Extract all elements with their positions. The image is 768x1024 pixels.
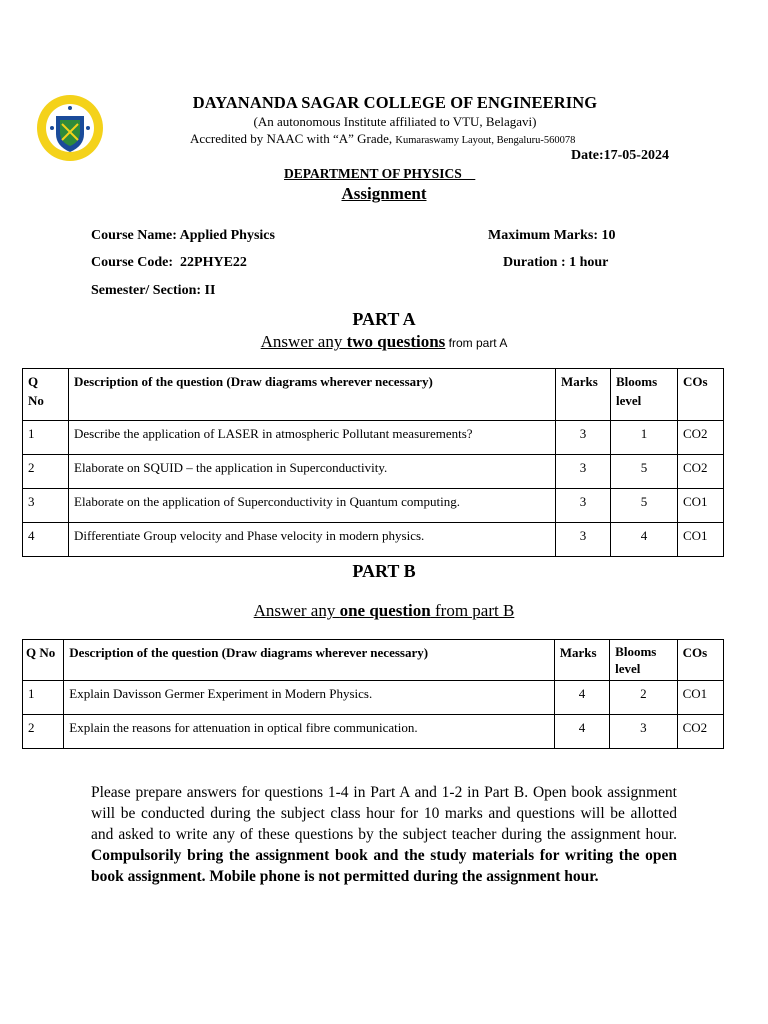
q-description: Describe the application of LASER in atmospheric Pollutant measurements? [69,421,556,455]
q-co: CO1 [678,523,724,557]
accreditation-text: Accredited by NAAC with “A” Grade, [190,131,393,146]
header-cos: COs [677,640,723,681]
q-marks: 4 [554,715,609,749]
q-blooms: 5 [611,489,678,523]
q-blooms: 2 [610,681,677,715]
part-a-instruction-pre: Answer any [260,332,347,351]
q-description: Elaborate on SQUID – the application in Superconductivity. [69,455,556,489]
header-marks: Marks [556,369,611,421]
q-co: CO2 [678,455,724,489]
address-text: Kumaraswamy Layout, Bengaluru-560078 [395,135,576,146]
part-b-table [22,639,724,749]
header-qno: Q No [23,640,64,681]
header-cos: COs [678,369,724,421]
q-co: CO2 [678,421,724,455]
header-marks: Marks [554,640,609,681]
note-plain: Please prepare answers for questions 1-4 in Part A and 1-2 in Part B. Open book assignment will be conducted during the subject class hour for 10 marks and questions will be allotted and asked to write any of these questions by the subject teacher during the assignment hour. [91,784,677,843]
table-row [23,681,724,715]
department-title: DEPARTMENT OF PHYSICS [284,166,476,181]
part-b-instruction-post: from part B [430,601,515,620]
q-number: 2 [23,455,69,489]
table-header-row [23,640,724,681]
institution-name: DAYANANDA SAGAR COLLEGE OF ENGINEERING [192,93,598,112]
q-number: 2 [23,715,64,749]
q-description: Explain Davisson Germer Experiment in Modern Physics. [64,681,554,715]
part-b-instruction [0,601,768,621]
document-title: Assignment [341,184,427,203]
q-number: 3 [23,489,69,523]
date: Date:17-05-2024 [571,148,669,163]
q-description: Explain the reasons for attenuation in optical fibre communication. [64,715,554,749]
q-co: CO1 [677,681,723,715]
part-b-title: PART B [352,561,416,581]
table-header-row [23,369,724,421]
institution-subtitle: (An autonomous Institute affiliated to VTU, Belagavi) [253,114,537,129]
assignment-note [91,782,677,887]
q-number: 1 [23,681,64,715]
table-row [23,455,724,489]
table-row [23,523,724,557]
duration: Duration : 1 hour [503,255,609,270]
maximum-marks: Maximum Marks: 10 [488,228,616,243]
accreditation-line [190,131,575,147]
part-a-instruction-bold: two questions [346,332,446,351]
part-a-table [22,368,724,557]
q-blooms: 5 [611,455,678,489]
q-blooms: 3 [610,715,677,749]
q-marks: 3 [556,489,611,523]
table-row [23,421,724,455]
note-bold: Compulsorily bring the assignment book and the study materials for writing the open book assignment. Mobile phone is not permitted during the assignment hour. [91,847,677,885]
table-row [23,489,724,523]
q-co: CO1 [678,489,724,523]
q-blooms: 1 [611,421,678,455]
header-description: Description of the question (Draw diagrams wherever necessary) [69,369,556,421]
q-number: 1 [23,421,69,455]
header-qno: Q No [23,369,69,421]
part-a-title: PART A [352,309,416,329]
q-marks: 3 [556,421,611,455]
part-a-instruction [0,332,768,352]
q-blooms: 4 [611,523,678,557]
q-description: Elaborate on the application of Superconductivity in Quantum computing. [69,489,556,523]
q-description: Differentiate Group velocity and Phase velocity in modern physics. [69,523,556,557]
header-description: Description of the question (Draw diagrams wherever necessary) [64,640,554,681]
q-marks: 4 [554,681,609,715]
q-marks: 3 [556,455,611,489]
q-co: CO2 [677,715,723,749]
q-number: 4 [23,523,69,557]
part-a-instruction-post: from part A [445,336,508,350]
header-blooms: Blooms level [611,369,678,421]
semester-section: Semester/ Section: II [91,283,216,298]
part-b-instruction-pre: Answer any [253,601,340,620]
part-b-instruction-bold: one question [339,601,431,620]
course-code: Course Code: 22PHYE22 [91,255,247,270]
header-blooms: Blooms level [610,640,677,681]
course-name: Course Name: Applied Physics [91,228,275,243]
table-row [23,715,724,749]
q-marks: 3 [556,523,611,557]
